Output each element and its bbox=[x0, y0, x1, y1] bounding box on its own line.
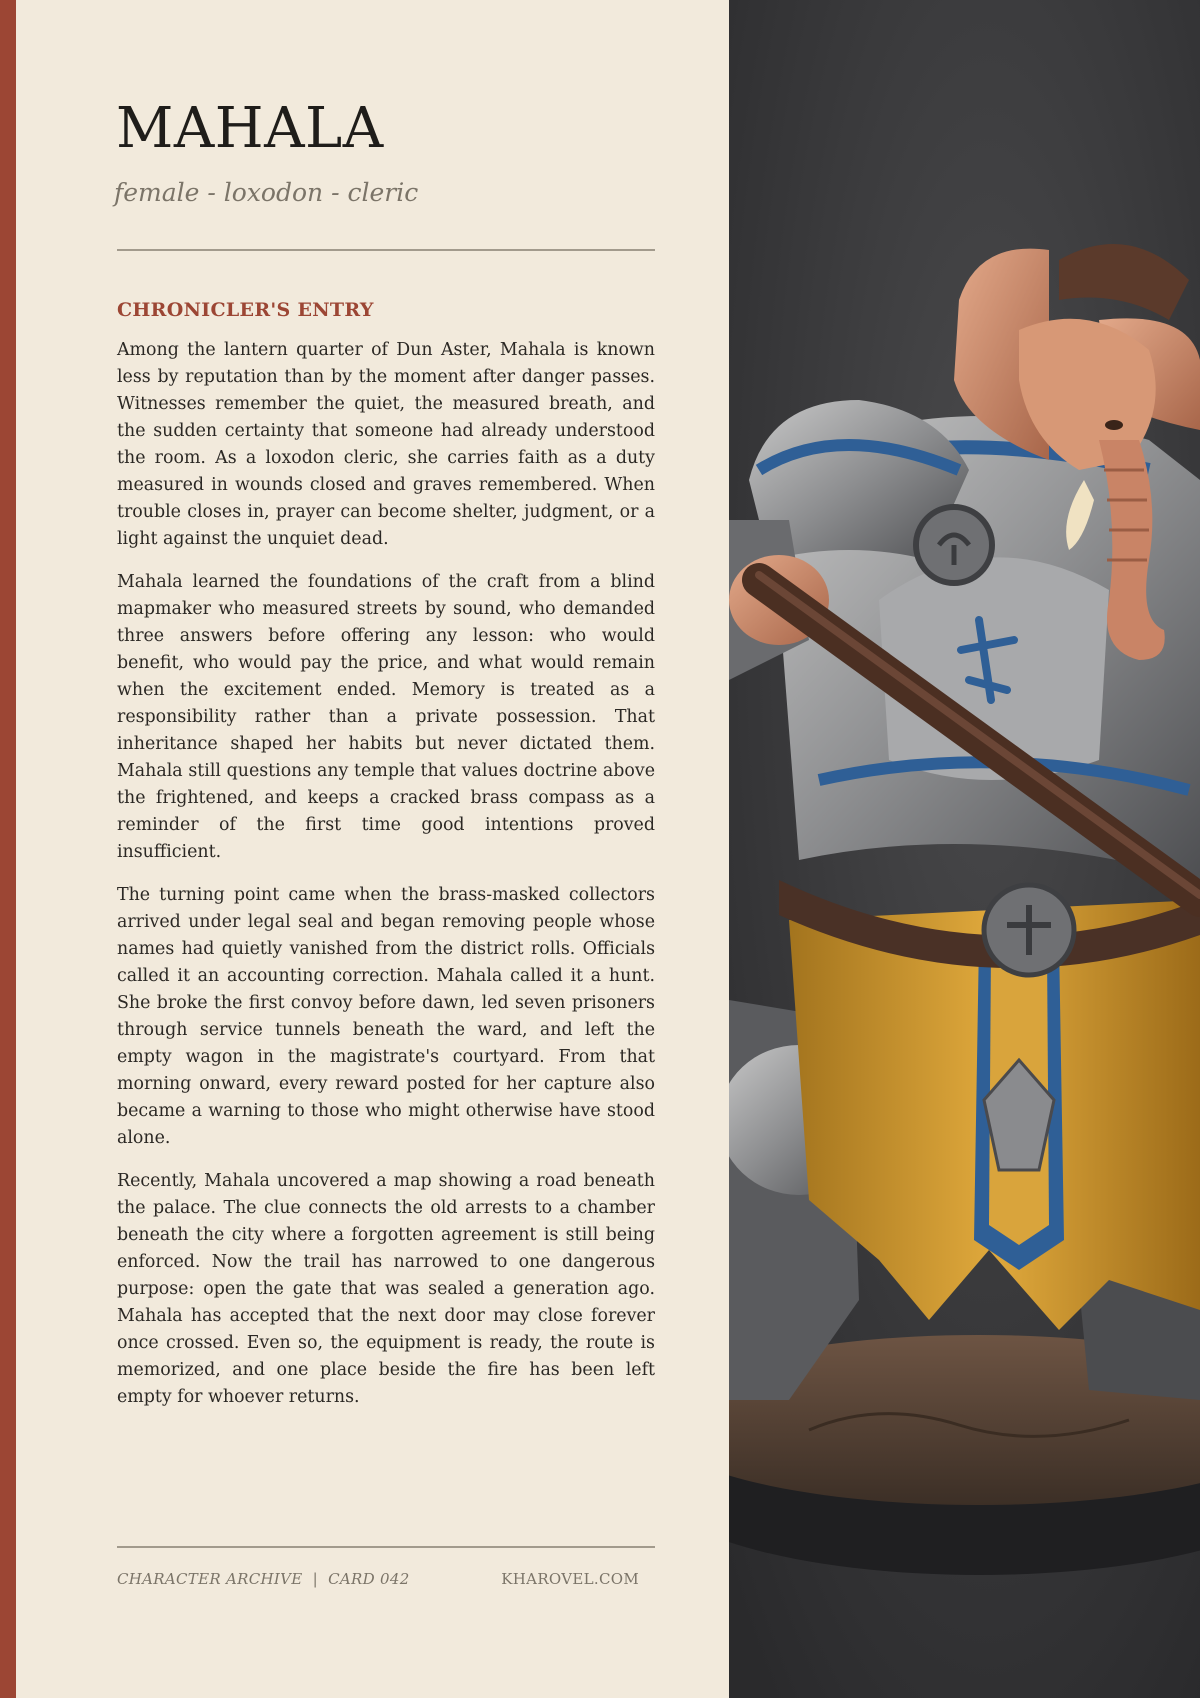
text-panel bbox=[16, 0, 729, 1698]
entry-paragraph: The turning point came when the brass-masked collectors arrived under legal seal and began removing people whose names had quietly vanished from the district rolls. Officials called it an accounting correction. Mahala called it a hunt. She broke the first convoy before dawn, led seven prisoners through service tunnels beneath the ward, and left the empty wagon in the magistrate's courtyard. From that morning onward, every reward posted for her capture also became a warning to those who might otherwise have stood alone. bbox=[117, 885, 655, 1148]
site-link[interactable]: KHAROVEL.COM bbox=[501, 1570, 639, 1588]
entry-paragraph: Recently, Mahala uncovered a map showing a road beneath the palace. The clue connects the old arrests to a chamber beneath the city where a forgotten agreement is still being enforced. Now the trail has narrowed to one dangerous purpose: open the gate that was sealed a generation ago. Mahala has accepted that the next door may close forever once crossed. Even so, the equipment is ready, the route is memorized, and one place beside the fire has been left empty for whoever returns. bbox=[117, 1171, 655, 1407]
entry-paragraph: Mahala learned the foundations of the craft from a blind mapmaker who measured streets by sound, who demanded three answers before offering any lesson: who would benefit, who would pay the price, and what would remain when the excitement ended. Memory is treated as a responsibility rather than a private possession. That inheritance shaped her habits but never dictated them. Mahala still questions any temple that values doctrine above the frightened, and keeps a cracked brass compass as a reminder of the first time good intentions proved insufficient. bbox=[117, 572, 655, 862]
header-divider bbox=[117, 249, 655, 251]
loxodon-cleric-figure bbox=[729, 0, 1200, 1698]
character-name: MAHALA bbox=[116, 96, 384, 161]
miniature-illustration bbox=[729, 0, 1200, 1698]
entry-body bbox=[117, 337, 655, 1427]
footer-divider bbox=[117, 1546, 655, 1548]
entry-paragraph: Among the lantern quarter of Dun Aster, Mahala is known less by reputation than by the moment after danger passes. Witnesses remember the quiet, the measured breath, and the sudden certainty that someone had already understood the room. As a loxodon cleric, she carries faith as a duty measured in wounds closed and graves remembered. When trouble closes in, prayer can become shelter, judgment, or a light against the unquiet dead. bbox=[117, 340, 655, 549]
archive-label: CHARACTER ARCHIVE | CARD 042 bbox=[117, 1570, 410, 1588]
accent-bar bbox=[0, 0, 16, 1698]
section-heading: CHRONICLER'S ENTRY bbox=[117, 299, 374, 321]
character-descriptor: female - loxodon - cleric bbox=[114, 178, 419, 207]
